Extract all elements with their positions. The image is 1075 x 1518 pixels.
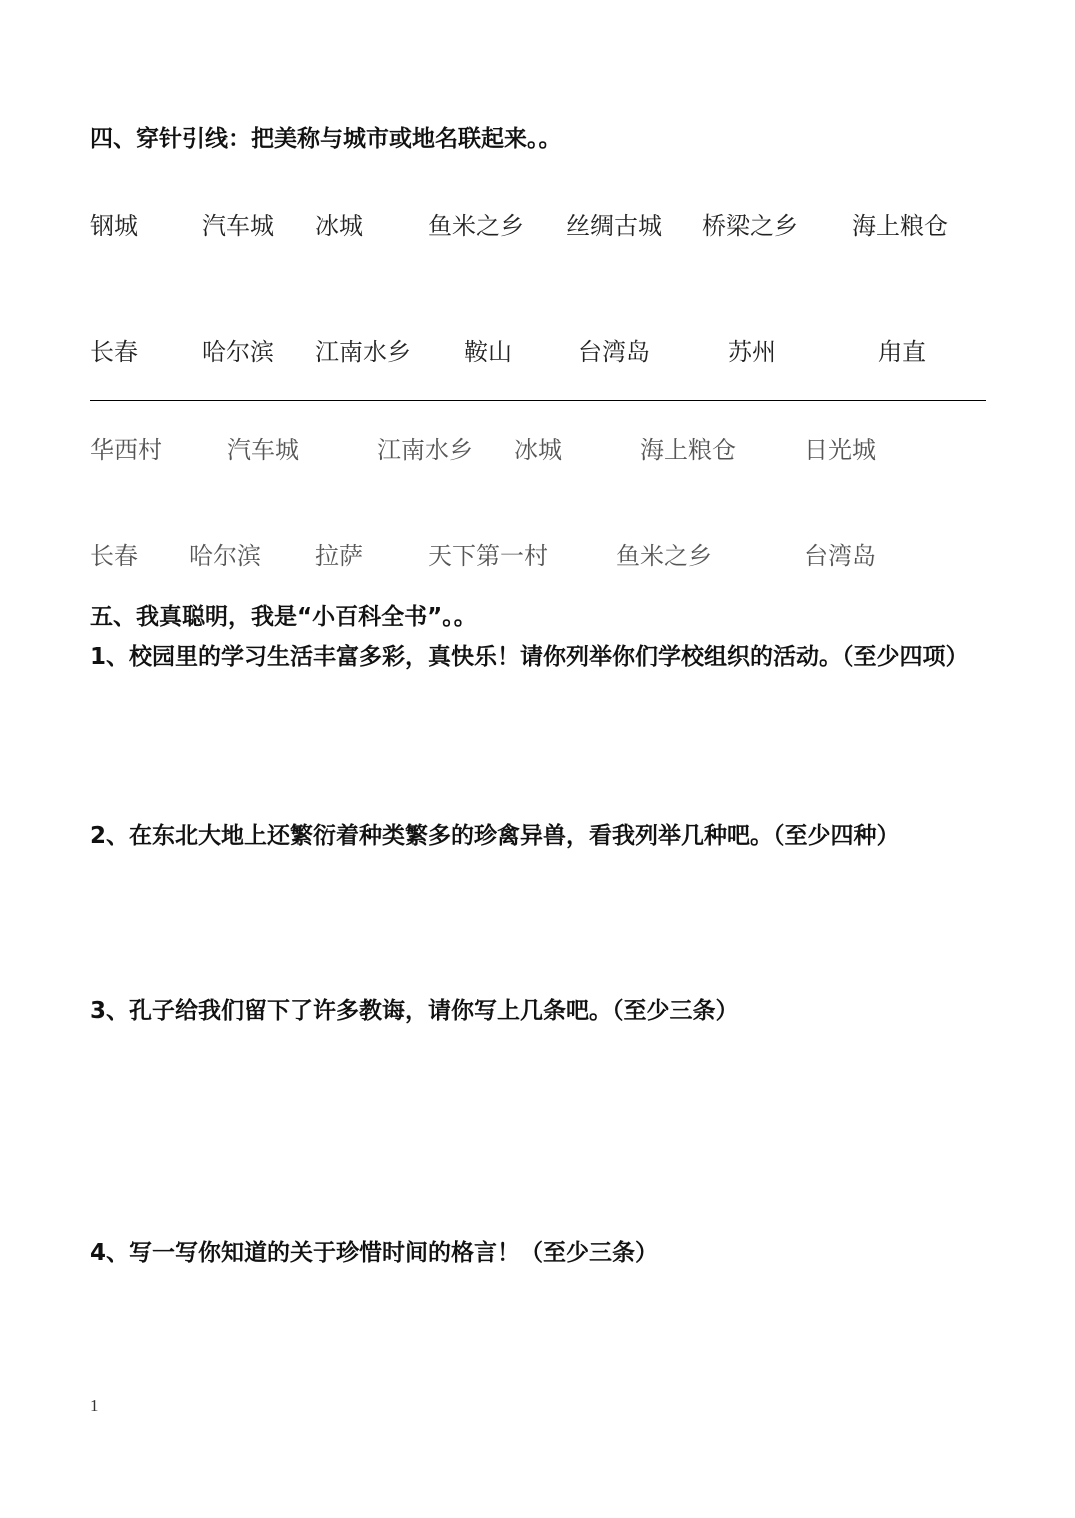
place-word: 鞍山 bbox=[464, 338, 512, 366]
page-number: 1 bbox=[90, 1396, 99, 1415]
match-word: 哈尔滨 bbox=[189, 542, 261, 570]
title-word: 钢城 bbox=[90, 212, 138, 240]
question-4: 4、写一写你知道的关于珍惜时间的格言！（至少三条） bbox=[90, 1240, 659, 1266]
section-divider bbox=[90, 400, 986, 401]
match-word: 鱼米之乡 bbox=[616, 542, 712, 570]
match-word: 冰城 bbox=[514, 436, 562, 464]
place-word: 苏州 bbox=[728, 338, 776, 366]
match-word: 长春 bbox=[90, 542, 138, 570]
question-1: 1、校园里的学习生活丰富多彩，真快乐！请你列举你们学校组织的活动。（至少四项） bbox=[90, 644, 969, 670]
section4-heading: 四、穿针引线：把美称与城市或地名联起来。。 bbox=[90, 126, 562, 152]
match-word: 日光城 bbox=[804, 436, 876, 464]
title-word: 汽车城 bbox=[202, 212, 274, 240]
match-word: 台湾岛 bbox=[804, 542, 876, 570]
place-word: 台湾岛 bbox=[578, 338, 650, 366]
match-word: 江南水乡 bbox=[377, 436, 473, 464]
place-word: 长春 bbox=[90, 338, 138, 366]
place-word: 江南水乡 bbox=[315, 338, 411, 366]
match-word: 海上粮仓 bbox=[640, 436, 736, 464]
place-word: 哈尔滨 bbox=[202, 338, 274, 366]
title-word: 海上粮仓 bbox=[852, 212, 948, 240]
title-word: 桥梁之乡 bbox=[702, 212, 798, 240]
question-3: 3、孔子给我们留下了许多教诲，请你写上几条吧。（至少三条） bbox=[90, 998, 739, 1024]
match-word: 华西村 bbox=[90, 436, 162, 464]
question-2: 2、在东北大地上还繁衍着种类繁多的珍禽异兽，看我列举几种吧。（至少四种） bbox=[90, 823, 900, 849]
match-word: 拉萨 bbox=[315, 542, 363, 570]
match-word: 天下第一村 bbox=[428, 542, 548, 570]
place-word: 甪直 bbox=[878, 338, 926, 366]
title-word: 鱼米之乡 bbox=[428, 212, 524, 240]
section5-heading: 五、我真聪明，我是“小百科全书”。。 bbox=[90, 604, 477, 630]
title-word: 冰城 bbox=[315, 212, 363, 240]
match-word: 汽车城 bbox=[227, 436, 299, 464]
title-word: 丝绸古城 bbox=[566, 212, 662, 240]
